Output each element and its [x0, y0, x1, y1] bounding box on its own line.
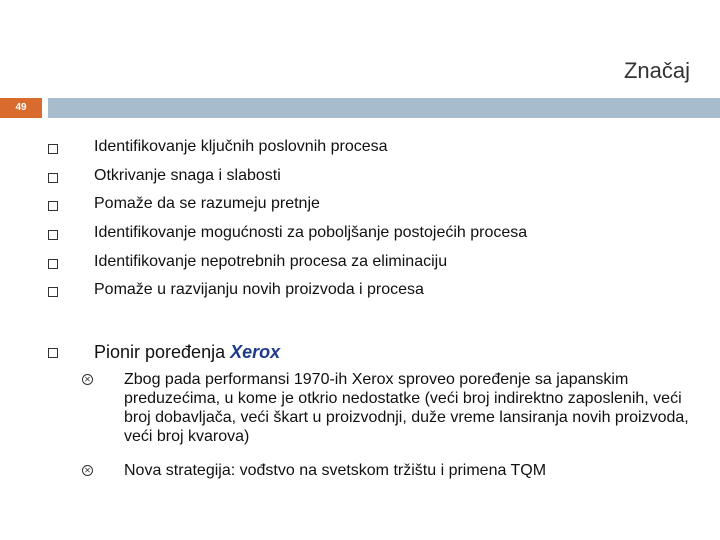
square-bullet-icon [48, 173, 58, 183]
bullet-text [94, 342, 280, 363]
circle-cross-bullet-icon: ✕ [82, 465, 93, 476]
square-bullet-icon [48, 259, 58, 269]
bullet-text: Identifikovanje ključnih poslovnih procesa [94, 138, 388, 155]
square-bullet-icon [48, 348, 58, 358]
square-bullet-icon [48, 201, 58, 211]
slide-title: Značaj [623, 58, 690, 83]
square-bullet-icon [48, 230, 58, 240]
bullet-text: Identifikovanje nepotrebnih procesa za eliminaciju [94, 253, 448, 270]
slide-number: 49 [0, 98, 42, 118]
circle-cross-bullet-icon: ✕ [82, 374, 93, 385]
header-bar [48, 98, 720, 118]
bullet-text: Pomaže u razvijanju novih proizvoda i procesa [94, 281, 424, 298]
square-bullet-icon [48, 287, 58, 297]
square-bullet-icon [48, 144, 58, 154]
bullet-text: Pomaže da se razumeju pretnje [94, 195, 320, 212]
sub-bullet-text: Nova strategija: vođstvo na svetskom tržištu i primena TQM [124, 462, 547, 479]
sub-bullet-text: Zbog pada performansi 1970-ih Xerox sproveo poređenje sa japanskim preduzećima, u kome je otkrio nedostatke (veći broj indirektno zaposlenih, veći broj dobavljača, veći škart u proizvodnji, duže vreme lansiranja novih proizvoda, veći broj kvarova) [124, 371, 689, 445]
bullet-text: Identifikovanje mogućnosti za poboljšanje postojećih procesa [94, 224, 528, 241]
bullet-text: Otkrivanje snaga i slabosti [94, 167, 281, 184]
xerox-name: Xerox [230, 342, 281, 362]
pionir-label: Pionir poređenja [94, 342, 226, 362]
